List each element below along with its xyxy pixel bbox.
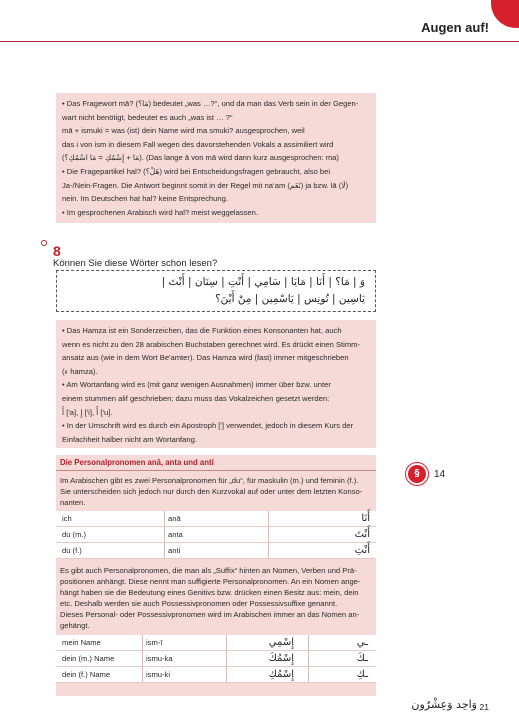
suffix-german: dein (f.) Name bbox=[62, 670, 111, 679]
grammar-suffix-line: etc. Deshalb werden sie auch Possessivpronomen oder Possessivsuffixe genannt. bbox=[60, 599, 338, 608]
suffix-arabic-word: إِسْمُكَ bbox=[268, 653, 294, 664]
grammar-intro-line: nanten. bbox=[60, 498, 86, 507]
suffix-table bbox=[56, 635, 376, 683]
note-line: wenn es nicht zu den 28 arabischen Buchstaben gerechnet wird. Es drückt einen Stimm- bbox=[62, 339, 361, 349]
pronoun-arabic: أَنْتَ bbox=[354, 529, 370, 540]
note-line: nein. Im Deutschen hat hal? keine Entsprechung. bbox=[62, 194, 228, 204]
exercise-words-line-2: يَاسِين | تُونِس | يَاسْمِين | مِنْ أَيْنَ؟ bbox=[215, 293, 365, 305]
note-line: einem stummen alif geschrieben; dazu muss das Vokalzeichen gesetzt werden: bbox=[62, 393, 330, 403]
pronoun-table bbox=[56, 511, 376, 559]
note-line: Einfachheit halber nicht am Wortanfang. bbox=[62, 434, 197, 444]
table-row bbox=[56, 511, 376, 527]
suffix-arabic-ending: ـكَ bbox=[356, 653, 368, 664]
suffix-arabic-ending: ـي bbox=[356, 637, 368, 648]
grammar-intro-line: Im Arabischen gibt es zwei Personalpronomen für „du“, für maskulin (m.) und feminin (f.). bbox=[60, 476, 359, 485]
grammar-intro-line: Sie unterscheiden sich jedoch nur durch den Kurzvokal auf oder unter dem letzten Konso- bbox=[60, 487, 363, 496]
suffix-arabic-word: إِسْمُكِ bbox=[268, 669, 294, 680]
exercise-word-box bbox=[56, 270, 376, 312]
pronoun-german: du (m.) bbox=[62, 530, 87, 539]
corner-red-circle bbox=[491, 0, 519, 28]
exercise-bullet-icon bbox=[41, 240, 47, 246]
suffix-german: dein (m.) Name bbox=[62, 654, 115, 663]
grammar-suffix-line: Dieses Personal- oder Possessivpronomen wird im Arabischen immer an das Nomen an- bbox=[60, 610, 360, 619]
note-line: • Am Wortanfang wird es (mit ganz wenigen Ausnahmen) immer über bzw. unter bbox=[62, 380, 331, 390]
table-row bbox=[56, 667, 376, 683]
grammar-suffix-line: positionen anhängt. Diese nennt man suffigierte Personalpronomen. An ein Nomen ange- bbox=[60, 577, 361, 586]
pronoun-german: ich bbox=[62, 514, 72, 523]
exercise-instruction: Können Sie diese Wörter schon lesen? bbox=[53, 258, 218, 269]
grammar-suffix-line: gehängt. bbox=[60, 621, 90, 630]
note-line: mā + ismuki = was (ist) dein Name wird ma smuki? ausgesprochen, weil bbox=[62, 126, 305, 136]
section-symbol: § bbox=[414, 468, 420, 479]
note-line: ansatz aus (wie in dem Wort Be'amter). Das Hamza wird (fast) immer mitgeschrieben bbox=[62, 353, 349, 363]
grammar-suffix-line: Es gibt auch Personalpronomen, die man als „Suffix“ hinten an Nomen, Verben und Prä- bbox=[60, 566, 357, 575]
suffix-transcription: ismu-ki bbox=[146, 670, 171, 679]
grammar-title-rule bbox=[56, 470, 376, 471]
pronoun-arabic: أَنْتِ bbox=[354, 545, 370, 556]
suffix-arabic-ending: ـكِ bbox=[356, 669, 368, 680]
note-line: • In der Umschrift wird es durch ein Apostroph ['] verwendet, jedoch in diesem Kurs der bbox=[62, 421, 354, 431]
note-line: (مَا + إِسْمُكِ = مَا اسْمُكِ؟). (Das lange ā von mā wird dann kurz ausgesprochen: ma) bbox=[62, 153, 339, 163]
suffix-german: mein Name bbox=[62, 638, 101, 647]
note-line: • Das Fragewort mā? (مَا؟) bedeutet „was …?“, und da man das Verb sein in der Gegen- bbox=[62, 99, 359, 108]
pronoun-german: du (f.) bbox=[62, 546, 82, 555]
note-line: • Die Fragepartikel hal? (هَلْ؟) wird bei Entscheidungsfragen gebraucht, also bei bbox=[62, 166, 331, 176]
exercise-number: 8 bbox=[53, 243, 61, 259]
note-line: Ja-/Nein-Fragen. Die Antwort beginnt somit in der Regel mit na‘am (نَعَم) ja bzw. lā (لَا) bbox=[62, 180, 349, 190]
note-line: • Im gesprochenen Arabisch wird hal? meist weggelassen. bbox=[62, 207, 258, 217]
table-row bbox=[56, 543, 376, 559]
section-badge-icon[interactable] bbox=[408, 465, 426, 483]
page-number-arabic: وَاحِد وَعِشْرُون bbox=[411, 698, 477, 711]
pronoun-transcription: anā bbox=[168, 514, 181, 523]
section-reference-number: 14 bbox=[434, 469, 446, 480]
suffix-transcription: ismu-ka bbox=[146, 654, 173, 663]
note-line: wart nicht benötigt, bedeutet es auch „was ist … ?“ bbox=[62, 112, 233, 122]
page-title: Augen auf! bbox=[421, 20, 489, 35]
grammar-suffix-line: hängt haben sie die Bedeutung eines Genitivs bzw. drücken einen Besitz aus: mein, dein bbox=[60, 588, 359, 597]
pronoun-arabic: أَنَا bbox=[361, 513, 370, 524]
pronoun-transcription: anta bbox=[168, 530, 183, 539]
note-box-question-words bbox=[56, 93, 376, 223]
table-row bbox=[56, 651, 376, 667]
page-header bbox=[0, 0, 519, 42]
note-line: أَ ['a], إِ ['i], أُ ['u]. bbox=[62, 407, 113, 417]
pronoun-transcription: anti bbox=[168, 546, 181, 555]
note-line: das i von ism in diesem Fall wegen des davorstehenden Vokals a assimiliert wird bbox=[62, 139, 334, 149]
note-box-hamza bbox=[56, 320, 376, 448]
grammar-title: Die Personalpronomen anā, anta und anti bbox=[60, 458, 214, 467]
table-row bbox=[56, 635, 376, 651]
page-number: 21 bbox=[479, 702, 489, 712]
note-line: (ء hamza). bbox=[62, 366, 98, 376]
header-rule bbox=[0, 41, 519, 42]
grammar-box-personal-pronouns bbox=[56, 455, 376, 696]
suffix-transcription: ism-ī bbox=[146, 638, 163, 647]
exercise-words-line-1: وَ | مَا؟ | أَنَا | مَايَا | سَامِي | أَنْتِ | سِنَان | أَنْتَ | bbox=[161, 276, 365, 288]
note-line: • Das Hamza ist ein Sonderzeichen, das die Funktion eines Konsonanten hat, auch bbox=[62, 326, 342, 335]
table-row bbox=[56, 527, 376, 543]
suffix-arabic-word: إِسْمِي bbox=[268, 637, 294, 648]
